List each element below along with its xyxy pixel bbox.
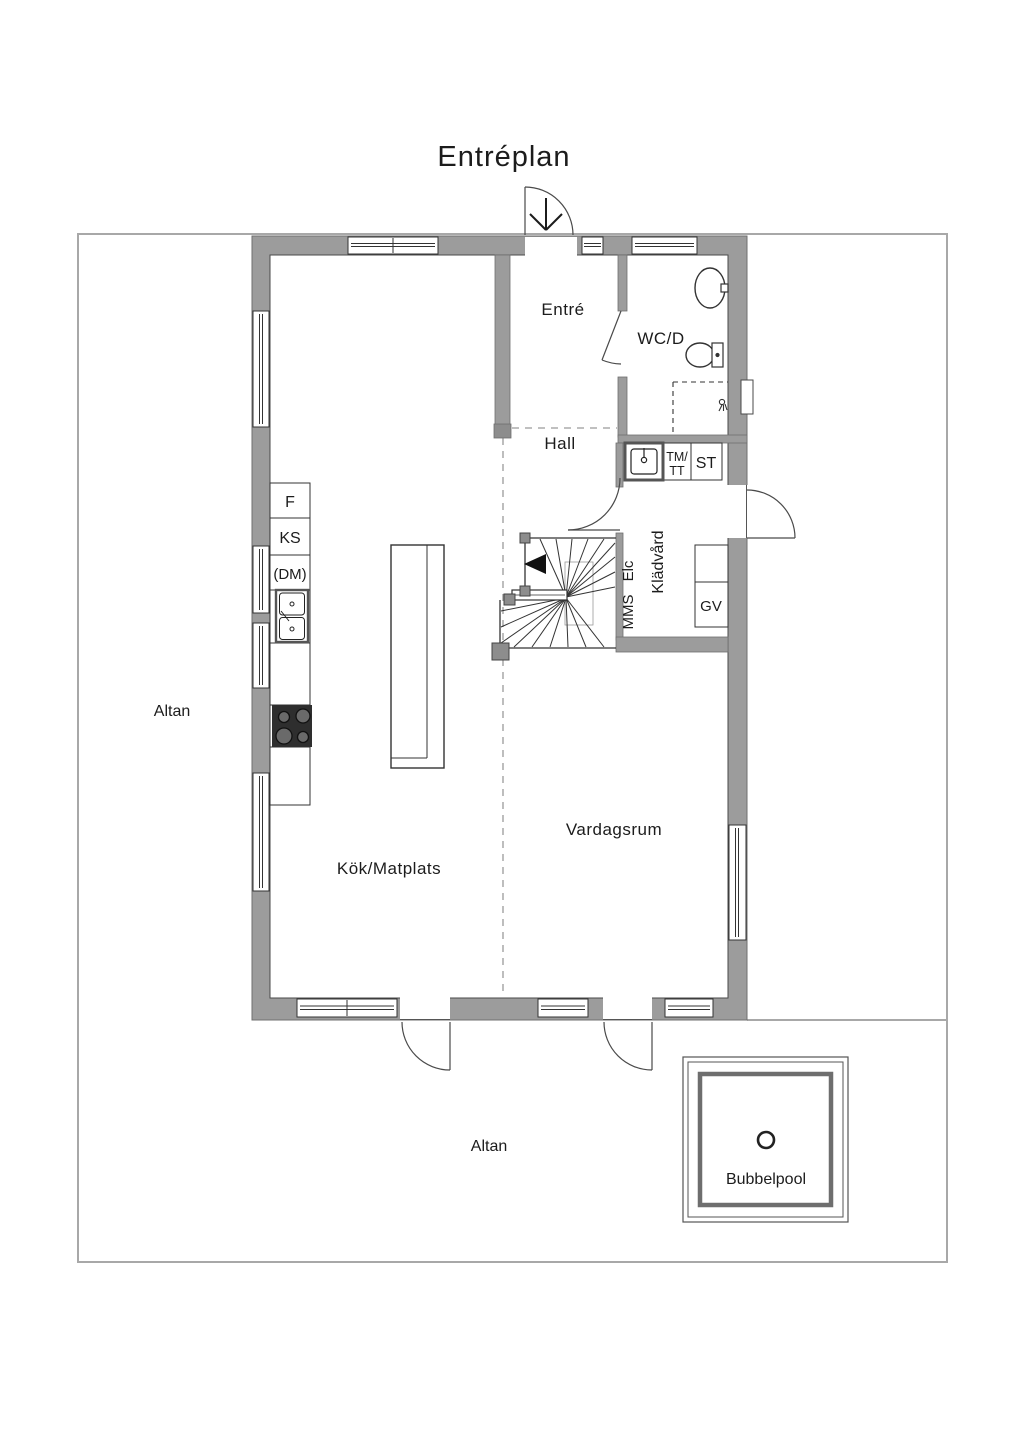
window-top-1 xyxy=(348,237,438,254)
window-right-1 xyxy=(729,825,746,940)
laundry-row xyxy=(625,443,722,480)
gv-label: GV xyxy=(700,598,722,615)
room-label-kladvard: Klädvård xyxy=(650,530,667,594)
room-label-vardagsrum: Vardagsrum xyxy=(565,820,663,839)
label-mms: MMS xyxy=(620,594,637,630)
window-left-1 xyxy=(253,311,269,427)
label-bubbelpool: Bubbelpool xyxy=(725,1171,807,1188)
room-label-kok: Kök/Matplats xyxy=(336,859,442,878)
room-label-hall: Hall xyxy=(544,434,576,453)
washer-label-2: TT xyxy=(669,464,685,478)
label-altan-left: Altan xyxy=(153,703,191,720)
wall-entre-wc-lower xyxy=(618,377,627,437)
stove-icon xyxy=(272,705,312,747)
pool-drain-icon xyxy=(758,1132,774,1148)
window-top-2 xyxy=(582,237,603,254)
bubbelpool xyxy=(683,1057,848,1222)
window-bottom-1 xyxy=(297,999,397,1017)
closet-box xyxy=(695,545,728,582)
page-title: Entréplan xyxy=(437,141,571,173)
window-top-3 xyxy=(632,237,697,254)
washer-label-1: TM/ xyxy=(666,450,688,464)
label-altan-bottom: Altan xyxy=(470,1138,508,1155)
freezer-label: KS xyxy=(279,530,301,547)
dishwasher-label: (DM) xyxy=(273,566,307,583)
toilet-icon xyxy=(686,343,723,367)
wall-entre-wc-upper xyxy=(618,255,627,311)
entry-arrow-icon xyxy=(530,198,562,230)
room-label-wc: WC/D xyxy=(637,329,685,348)
fridge-label: F xyxy=(285,494,295,511)
window-left-3 xyxy=(253,623,269,688)
label-elc: Elc xyxy=(620,560,637,582)
wall-kitchen-entre xyxy=(495,255,510,426)
window-bottom-2 xyxy=(538,999,588,1017)
wall-kladvard-bottom xyxy=(616,637,728,652)
st-label: ST xyxy=(695,455,717,472)
laundry-sink-icon xyxy=(625,443,663,480)
window-left-4 xyxy=(253,773,269,891)
kitchen-island xyxy=(391,545,444,768)
window-left-2 xyxy=(253,546,269,613)
wall-cap xyxy=(494,424,511,438)
window-bottom-3 xyxy=(665,999,713,1017)
room-label-entre: Entré xyxy=(541,300,585,319)
wall-niche xyxy=(741,380,753,414)
kitchen-sink-icon xyxy=(276,590,308,642)
